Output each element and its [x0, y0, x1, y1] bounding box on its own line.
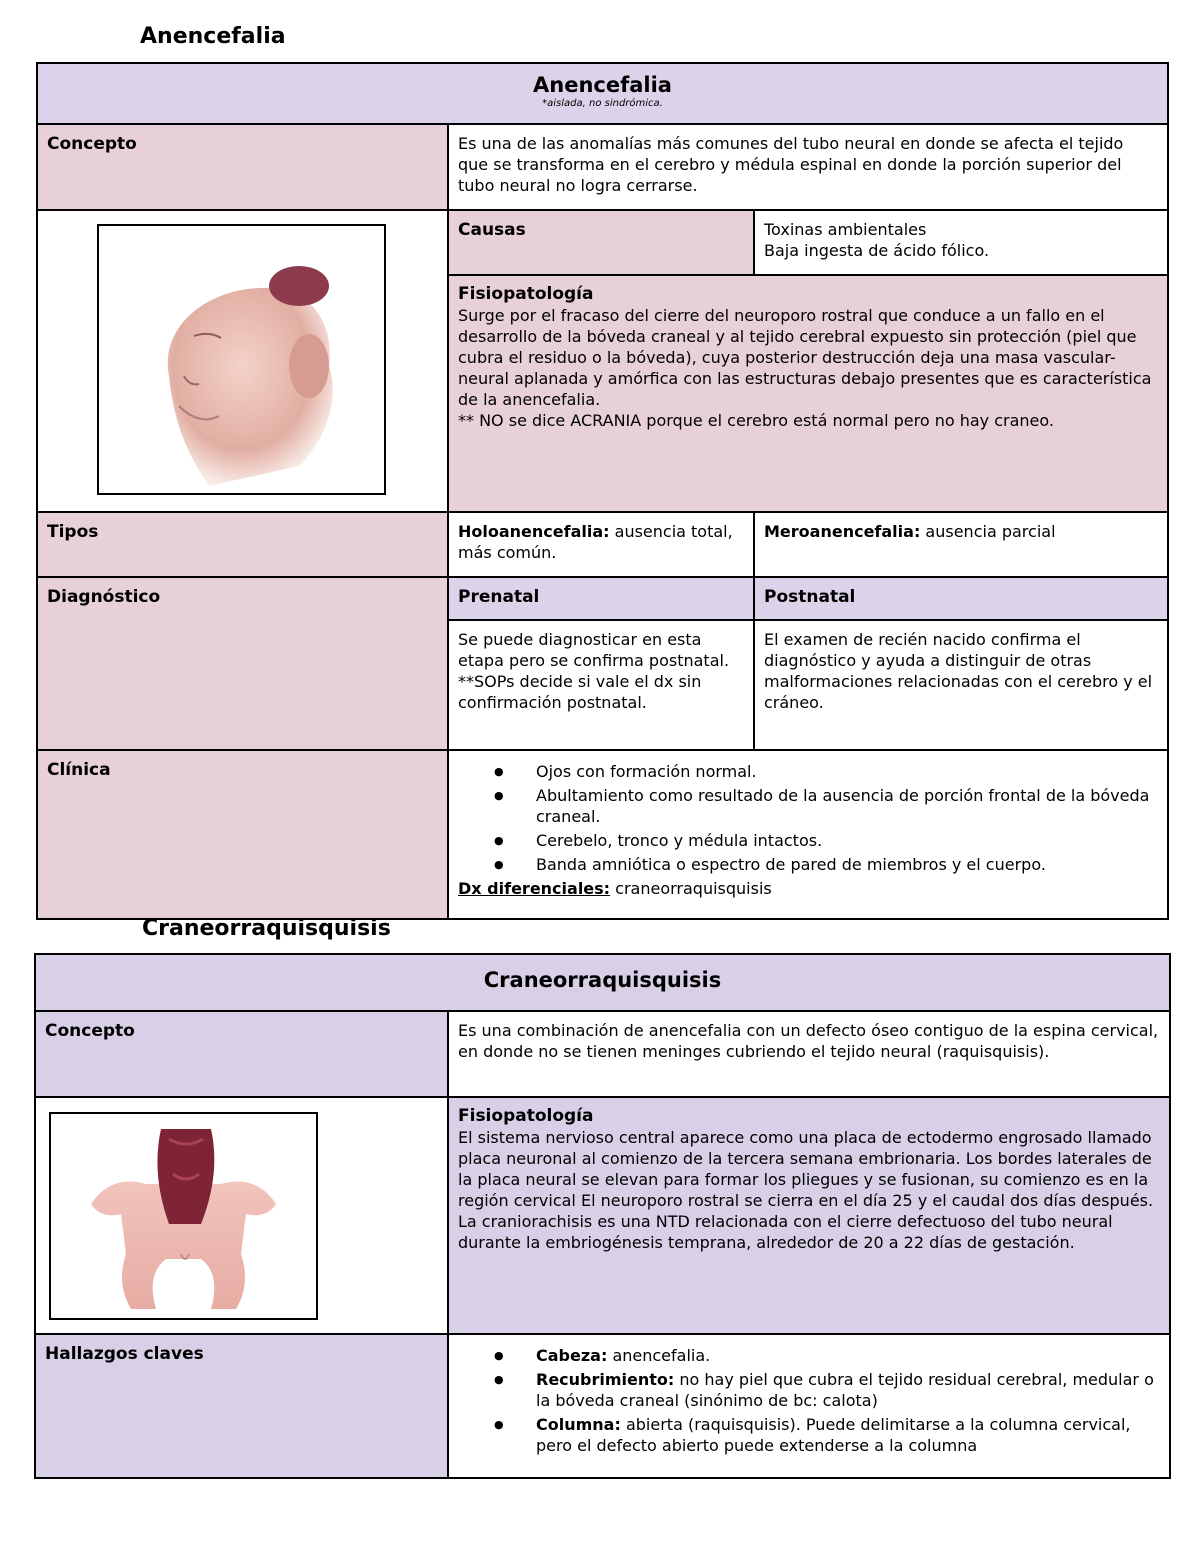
list-item: ● Cerebelo, tronco y médula intactos. [494, 830, 1158, 851]
concepto-text: Es una de las anomalías más comunes del tubo neural en donde se afecta el tejido que se transforma en el cerebro y médula espinal en donde la porción superior del tubo neural no logra cerrarse. [448, 124, 1168, 210]
hallazgos-list [458, 1345, 1160, 1456]
image-cell [37, 210, 448, 512]
page-heading-anencefalia: Anencefalia [140, 24, 286, 49]
fisiopatologia-cell [448, 275, 1168, 512]
clinica-cell [448, 750, 1168, 919]
concepto-label: Concepto [45, 1021, 135, 1041]
list-item: ● Abultamiento como resultado de la ausencia de porción frontal de la bóveda craneal. [494, 785, 1158, 827]
table-title: Anencefalia [533, 73, 672, 97]
list-item [494, 1345, 1160, 1366]
hallazgo-label: Columna: [536, 1415, 621, 1434]
holoanencefalia-cell [448, 512, 754, 577]
hallazgos-label-cell [35, 1334, 448, 1478]
fisiopatologia-label: Fisiopatología [458, 284, 594, 304]
holoanencefalia-label: Holoanencefalia: [458, 522, 610, 541]
postnatal-label: Postnatal [764, 587, 856, 607]
anencefalia-table [36, 62, 1169, 920]
list-item [494, 1369, 1160, 1411]
hallazgo-label: Recubrimiento: [536, 1370, 675, 1389]
diagnostico-label-cell [37, 577, 448, 750]
table-title-cell [35, 954, 1170, 1011]
fisiopatologia-label: Fisiopatología [458, 1106, 594, 1126]
hallazgo-text: anencefalia. [607, 1346, 711, 1365]
image-cell [35, 1097, 448, 1334]
meroanencefalia-text: ausencia parcial [920, 522, 1056, 541]
dx-label: Dx diferenciales: [458, 879, 611, 898]
meroanencefalia-label: Meroanencefalia: [764, 522, 921, 541]
hallazgos-cell [448, 1334, 1170, 1478]
hallazgos-label: Hallazgos claves [45, 1344, 204, 1364]
prenatal-header [448, 577, 754, 620]
craneorraquisquisis-table [34, 953, 1171, 1479]
dx-text: craneorraquisquisis [610, 879, 772, 898]
prenatal-cell [448, 620, 754, 750]
concepto-label-cell [35, 1011, 448, 1097]
table-title: Craneorraquisquisis [483, 968, 722, 992]
prenatal-text: Se puede diagnosticar en esta etapa pero se confirma postnatal. [458, 630, 730, 670]
fisiopatologia-note: ** NO se dice ACRANIA porque el cerebro está normal pero no hay craneo. [458, 411, 1054, 430]
causas-label-cell [448, 210, 754, 275]
fisiopatologia-text: Surge por el fracaso del cierre del neuroporo rostral que conduce a un fallo en el desarrollo de la bóveda craneal y al tejido cerebral expuesto sin protección (piel que cubra el residuo o la bóveda), cuya posterior destrucción deja una masa vascular-neural aplanada y amórfica con las estructuras debajo presentes que es característica de la anencefalia. [458, 306, 1152, 409]
prenatal-label: Prenatal [458, 587, 540, 607]
prenatal-note: **SOPs decide si vale el dx sin confirmación postnatal. [458, 672, 702, 712]
list-item: ● Banda amniótica o espectro de pared de miembros y el cuerpo. [494, 854, 1158, 875]
concepto-text: Es una combinación de anencefalia con un defecto óseo contiguo de la espina cervical, en donde no se tienen meninges cubriendo el tejido neural (raquisquisis). [448, 1011, 1170, 1097]
diagnostico-label: Diagnóstico [47, 587, 161, 607]
postnatal-header [754, 577, 1168, 620]
clinica-label: Clínica [47, 760, 111, 780]
fisiopatologia-cell [448, 1097, 1170, 1334]
postnatal-text: El examen de recién nacido confirma el diagnóstico y ayuda a distinguir de otras malformaciones relacionadas con el cerebro y el cráneo. [754, 620, 1168, 750]
clinica-label-cell [37, 750, 448, 919]
hallazgo-text: abierta (raquisquisis). Puede delimitarse a la columna cervical, pero el defecto abierto puede extenderse a la columna [536, 1415, 1131, 1455]
causa-item: Baja ingesta de ácido fólico. [764, 241, 990, 260]
clinica-list [458, 761, 1158, 875]
concepto-label-cell [37, 124, 448, 210]
meroanencefalia-cell [754, 512, 1168, 577]
concepto-label: Concepto [47, 134, 137, 154]
list-item: ● Ojos con formación normal. [494, 761, 1158, 782]
causas-label: Causas [458, 220, 526, 240]
holoanencefalia-text: ausencia total, más común. [458, 522, 733, 562]
hallazgo-text: no hay piel que cubra el tejido residual cerebral, medular o la bóveda craneal (sinónimo de bc: calota) [536, 1370, 1154, 1410]
fisiopatologia-text: El sistema nervioso central aparece como una placa de ectodermo engrosado llamado placa neuronal al comienzo de la tercera semana embrionaria. Los bordes laterales de la placa neural se elevan para formar los pliegues y se fusionan, su comienzo es en la región cervical El neuroporo rostral se cierra en el día 25 y el caudal dos días después. La craniorachisis es una NTD relacionada con el cierre defectuoso del tubo neural durante la embriogénesis temprana, alrededor de 20 a 22 días de gestación. [458, 1128, 1154, 1252]
tipos-label: Tipos [47, 522, 99, 542]
tipos-label-cell [37, 512, 448, 577]
hallazgo-label: Cabeza: [536, 1346, 608, 1365]
craniorachischisis-illustration [49, 1112, 318, 1320]
page-heading-craneorraquisquisis: Craneorraquisquisis [142, 916, 391, 941]
causas-list [754, 210, 1168, 275]
table-subtitle: *aislada, no sindrómica. [542, 98, 663, 109]
anencephaly-illustration [97, 224, 386, 495]
table-title-cell [37, 63, 1168, 124]
list-item [494, 1414, 1160, 1456]
causa-item: Toxinas ambientales [764, 220, 927, 239]
dx-diferenciales [458, 878, 1158, 899]
